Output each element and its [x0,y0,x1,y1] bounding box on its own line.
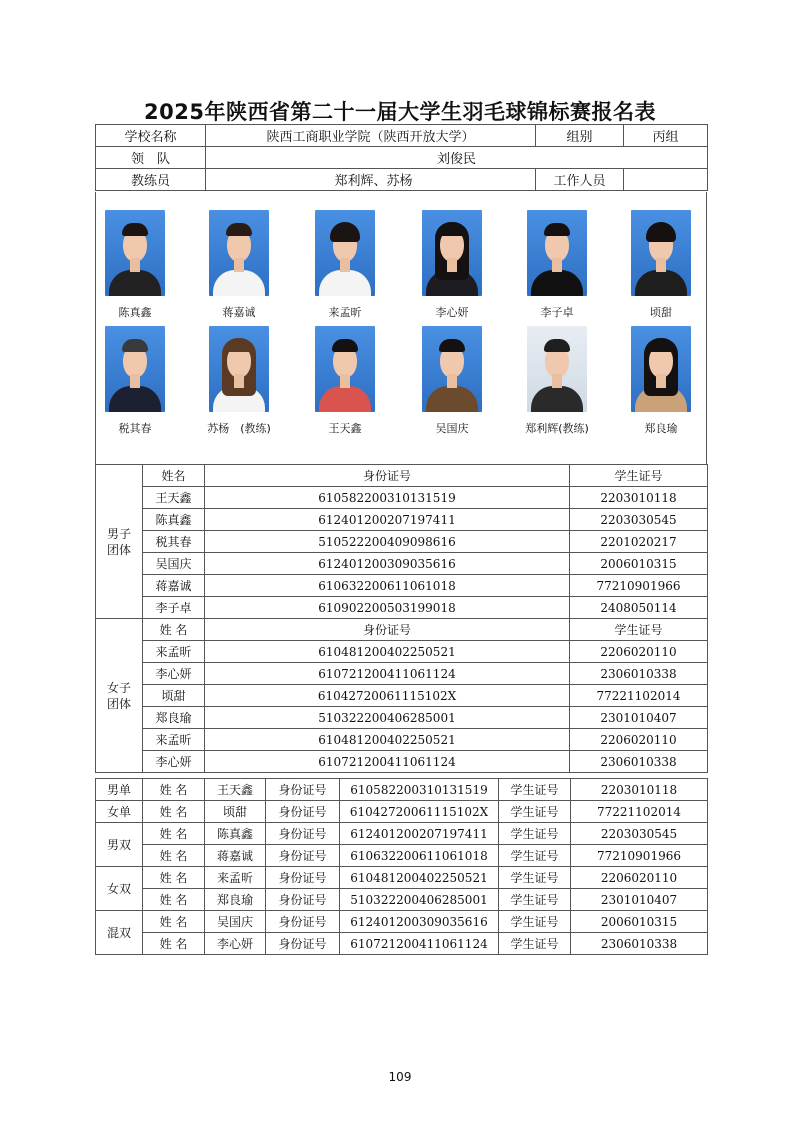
table-row [96,597,708,619]
player-photo-card [422,326,482,436]
portrait-hair [122,339,148,352]
player-name: 来孟昕 [205,867,266,889]
id-number: 610481200402250521 [340,867,499,889]
student-number: 2306010338 [570,751,708,773]
portrait-photo [209,326,269,412]
portrait-clothing [109,270,161,296]
photo-caption: 郑良瑜 [644,422,678,435]
school-label: 学校名称 [96,125,206,147]
student-number: 2201020217 [570,531,708,553]
id-label: 身份证号 [266,911,340,933]
id-number: 61042720061115102X [205,685,570,707]
player-name: 吴国庆 [143,553,205,575]
student-label: 学生证号 [499,889,571,911]
photo-caption: 吴国庆 [435,422,469,435]
portrait-hair [439,339,465,352]
portrait-photo [422,210,482,296]
player-name: 顷甜 [143,685,205,707]
team-table [95,464,708,773]
column-header: 姓 名 [143,619,205,641]
player-photo-card [105,210,165,320]
id-number: 610582200310131519 [340,779,499,801]
portrait-photo [105,210,165,296]
student-label: 学生证号 [499,823,571,845]
portrait-clothing [635,270,687,296]
portrait-photo [527,210,587,296]
id-number: 610902200503199018 [205,597,570,619]
player-name: 李心妍 [143,663,205,685]
player-photo-card [105,326,165,436]
photo-caption: 李子卓 [540,306,574,319]
player-photo-card [315,326,375,436]
student-label: 学生证号 [499,779,571,801]
id-number: 610632200611061018 [205,575,570,597]
player-name: 来孟昕 [143,641,205,663]
id-label: 身份证号 [266,933,340,955]
staff-label: 工作人员 [536,169,624,191]
men-team-label: 男子 团体 [96,465,143,619]
team-header-row [96,619,708,641]
student-number: 2206020110 [571,867,708,889]
table-row [96,575,708,597]
name-label: 姓 名 [143,845,205,867]
table-row [96,911,708,933]
table-row [96,685,708,707]
photo-caption: 来孟昕 [328,306,362,319]
id-number: 610721200411061124 [205,663,570,685]
id-label: 身份证号 [266,801,340,823]
table-row [96,751,708,773]
id-number: 612401200309035616 [205,553,570,575]
portrait-neck [656,374,666,388]
player-name: 顷甜 [205,801,266,823]
header-table [95,124,708,191]
player-photo-card [527,210,587,320]
column-header: 学生证号 [570,619,708,641]
portrait-hair [226,223,252,236]
group-label: 组别 [536,125,624,147]
name-label: 姓 名 [143,779,205,801]
id-number: 610721200411061124 [340,933,499,955]
player-name: 陈真鑫 [205,823,266,845]
photo-caption: 蒋嘉诚 [222,306,256,319]
player-name: 郑良瑜 [143,707,205,729]
photo-caption: 陈真鑫 [118,306,152,319]
name-label: 姓 名 [143,911,205,933]
portrait-neck [130,374,140,388]
table-row [96,823,708,845]
player-name: 吴国庆 [205,911,266,933]
player-name: 来孟昕 [143,729,205,751]
coach-value: 郑利辉、苏杨 [206,169,536,191]
portrait-photo [315,326,375,412]
student-number: 77221102014 [570,685,708,707]
staff-value [624,169,708,191]
portrait-neck [447,374,457,388]
portrait-photo [105,326,165,412]
portrait-hair [544,223,570,236]
photo-caption: 税其春 [118,422,152,435]
event-label: 女单 [96,801,143,823]
portrait-neck [340,258,350,272]
event-label: 女双 [96,867,143,911]
portrait-hair [226,339,252,352]
player-photo-card [315,210,375,320]
name-label: 姓 名 [143,867,205,889]
school-value: 陕西工商职业学院（陕西开放大学） [206,125,536,147]
id-number: 612401200207197411 [340,823,499,845]
portrait-neck [552,374,562,388]
portrait-photo [315,210,375,296]
player-name: 陈真鑫 [143,509,205,531]
player-name: 蒋嘉诚 [143,575,205,597]
name-label: 姓 名 [143,823,205,845]
player-photo-card [631,326,691,436]
portrait-hair [439,223,465,236]
player-name: 税其春 [143,531,205,553]
women-team-label: 女子 团体 [96,619,143,773]
name-label: 姓 名 [143,933,205,955]
id-label: 身份证号 [266,779,340,801]
student-number: 2203030545 [571,823,708,845]
portrait-clothing [319,386,371,412]
portrait-photo [422,326,482,412]
student-number: 2203030545 [570,509,708,531]
photo-caption: 苏杨 (教练) [207,422,271,435]
student-label: 学生证号 [499,801,571,823]
student-number: 2301010407 [570,707,708,729]
table-row [96,933,708,955]
events-table [95,778,708,955]
portrait-photo [631,326,691,412]
leader-value: 刘俊民 [206,147,708,169]
page-number: 109 [388,1070,412,1084]
portrait-hair [330,222,360,242]
student-number: 77210901966 [570,575,708,597]
group-value: 丙组 [624,125,708,147]
table-row [96,531,708,553]
portrait-hair [332,339,358,352]
id-label: 身份证号 [266,823,340,845]
player-photo-card [209,210,269,320]
portrait-hair [544,339,570,352]
name-label: 姓 名 [143,801,205,823]
student-number: 77221102014 [571,801,708,823]
portrait-hair [122,223,148,236]
portrait-neck [447,258,457,272]
player-name: 李心妍 [143,751,205,773]
portrait-clothing [426,386,478,412]
column-header: 身份证号 [205,619,570,641]
student-label: 学生证号 [499,911,571,933]
player-name: 李子卓 [143,597,205,619]
portrait-clothing [319,270,371,296]
table-row [96,487,708,509]
portrait-clothing [531,270,583,296]
player-photo-card [527,326,587,436]
portrait-neck [130,258,140,272]
id-number: 610632200611061018 [340,845,499,867]
portrait-clothing [109,386,161,412]
portrait-photo [527,326,587,412]
id-label: 身份证号 [266,845,340,867]
photo-caption: 顷甜 [650,306,672,319]
id-label: 身份证号 [266,889,340,911]
id-number: 510322200406285001 [205,707,570,729]
student-label: 学生证号 [499,867,571,889]
portrait-neck [234,258,244,272]
column-header: 姓名 [143,465,205,487]
portrait-clothing [531,386,583,412]
student-number: 2206020110 [570,641,708,663]
student-label: 学生证号 [499,845,571,867]
portrait-photo [209,210,269,296]
table-row [96,707,708,729]
student-number: 2203010118 [570,487,708,509]
table-row [96,867,708,889]
id-number: 612401200309035616 [340,911,499,933]
form-title: 2025年陕西省第二十一届大学生羽毛球锦标赛报名表 [144,100,656,124]
student-number: 2306010338 [571,933,708,955]
id-number: 510322200406285001 [340,889,499,911]
player-name: 郑良瑜 [205,889,266,911]
photo-gallery [95,192,707,464]
column-header: 身份证号 [205,465,570,487]
table-row [96,641,708,663]
portrait-clothing [213,270,265,296]
table-row [96,845,708,867]
player-name: 李心妍 [205,933,266,955]
leader-label: 领 队 [96,147,206,169]
player-photo-card [422,210,482,320]
table-row [96,779,708,801]
student-number: 2006010315 [570,553,708,575]
id-number: 610481200402250521 [205,729,570,751]
player-name: 蒋嘉诚 [205,845,266,867]
table-row [96,509,708,531]
portrait-neck [656,258,666,272]
student-number: 2408050114 [570,597,708,619]
portrait-hair [648,339,674,352]
table-row [96,553,708,575]
student-number: 2006010315 [571,911,708,933]
portrait-hair [646,222,676,242]
portrait-photo [631,210,691,296]
portrait-neck [552,258,562,272]
student-label: 学生证号 [499,933,571,955]
id-number: 510522200409098616 [205,531,570,553]
id-number: 610481200402250521 [205,641,570,663]
photo-caption: 郑利辉(教练) [525,422,589,435]
id-number: 610721200411061124 [205,751,570,773]
table-row [96,729,708,751]
portrait-neck [234,374,244,388]
student-number: 2301010407 [571,889,708,911]
team-header-row [96,465,708,487]
id-number: 610582200310131519 [205,487,570,509]
id-label: 身份证号 [266,867,340,889]
player-name: 王天鑫 [143,487,205,509]
event-label: 男双 [96,823,143,867]
table-row [96,889,708,911]
table-row [96,663,708,685]
coach-label: 教练员 [96,169,206,191]
player-photo-card [631,210,691,320]
id-number: 612401200207197411 [205,509,570,531]
portrait-neck [340,374,350,388]
student-number: 2206020110 [570,729,708,751]
table-row [96,801,708,823]
event-label: 混双 [96,911,143,955]
player-name: 王天鑫 [205,779,266,801]
event-label: 男单 [96,779,143,801]
column-header: 学生证号 [570,465,708,487]
student-number: 2306010338 [570,663,708,685]
student-number: 2203010118 [571,779,708,801]
photo-caption: 李心妍 [435,306,469,319]
player-photo-card [209,326,269,436]
name-label: 姓 名 [143,889,205,911]
id-number: 61042720061115102X [340,801,499,823]
student-number: 77210901966 [571,845,708,867]
photo-caption: 王天鑫 [328,422,362,435]
